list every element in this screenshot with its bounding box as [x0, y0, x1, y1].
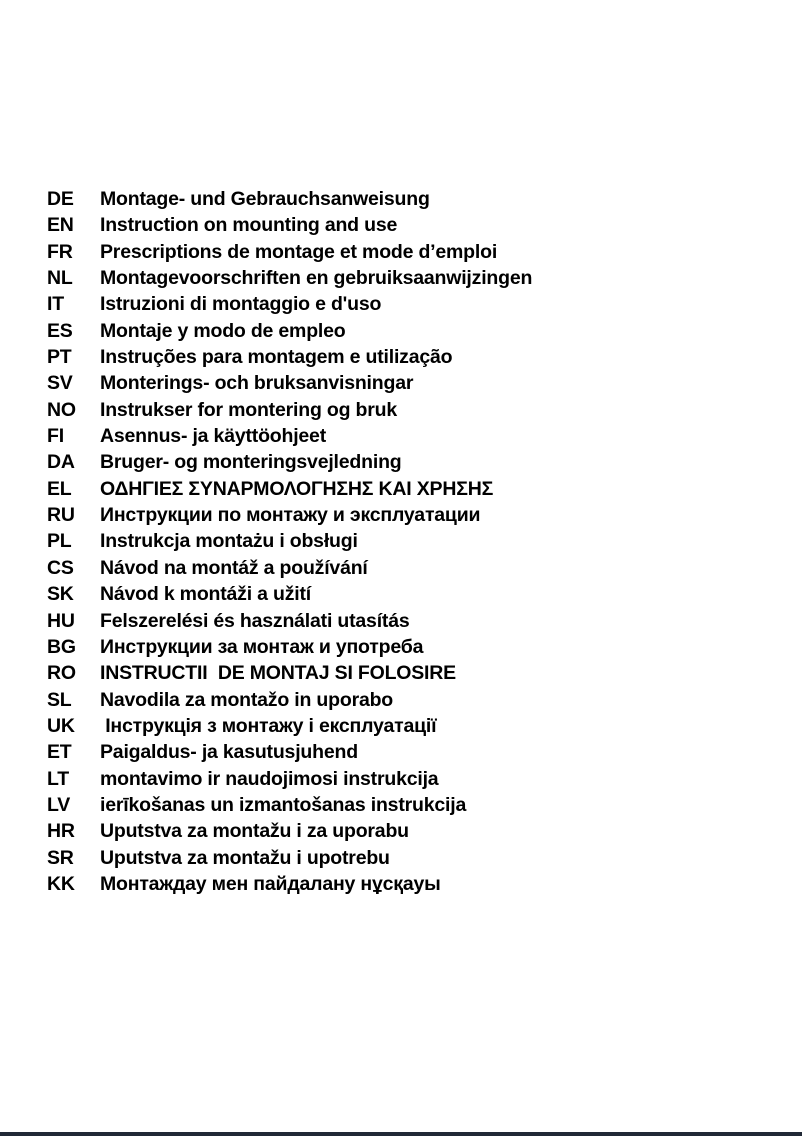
- language-row: [47, 739, 782, 765]
- language-title: Instrukcja montażu i obsługi: [100, 530, 358, 553]
- language-row: [47, 318, 782, 344]
- language-title: Istruzioni di montaggio e d'uso: [100, 293, 382, 316]
- language-title: ierīkošanas un izmantošanas instrukcija: [100, 793, 467, 816]
- language-title: Návod k montáži a užití: [100, 583, 312, 606]
- language-title: Інструкція з монтажу і експлуатації: [100, 714, 437, 737]
- language-title: Monterings- och bruksanvisningar: [100, 372, 414, 395]
- language-code: NO: [47, 398, 76, 421]
- language-row: [47, 713, 782, 739]
- language-code: BG: [47, 635, 76, 658]
- language-code: UK: [47, 714, 75, 737]
- language-row: [47, 634, 782, 660]
- language-code: HU: [47, 609, 75, 632]
- language-row: [47, 871, 782, 897]
- language-title: Montaje y modo de empleo: [100, 319, 346, 342]
- language-row: [47, 660, 782, 686]
- language-title: Instruction on mounting and use: [100, 214, 398, 237]
- language-code: IT: [47, 293, 64, 316]
- language-title: montavimo ir naudojimosi instrukcija: [100, 767, 439, 790]
- language-row: [47, 449, 782, 475]
- language-row: [47, 555, 782, 581]
- language-row: [47, 397, 782, 423]
- language-code: DA: [47, 451, 75, 474]
- language-title: Instruções para montagem e utilização: [100, 346, 453, 369]
- language-row: [47, 818, 782, 844]
- language-title: Bruger- og monteringsvejledning: [100, 451, 402, 474]
- language-code: PT: [47, 346, 72, 369]
- language-row: [47, 502, 782, 528]
- language-row: [47, 239, 782, 265]
- language-code: SR: [47, 846, 74, 869]
- language-code: RU: [47, 504, 75, 527]
- language-code: SL: [47, 688, 72, 711]
- language-title: Инструкции за монтаж и употреба: [100, 635, 424, 658]
- language-title: Paigaldus- ja kasutusjuhend: [100, 741, 358, 764]
- language-title: Prescriptions de montage et mode d’emploi: [100, 240, 498, 263]
- language-code: EL: [47, 477, 72, 500]
- language-title: Uputstva za montažu i za uporabu: [100, 820, 409, 843]
- language-title: Instrukser for montering og bruk: [100, 398, 397, 421]
- language-row: [47, 370, 782, 396]
- language-code: KK: [47, 872, 75, 895]
- language-code: ES: [47, 319, 73, 342]
- language-code: DE: [47, 188, 74, 210]
- language-code: RO: [47, 662, 76, 685]
- language-row: [47, 792, 782, 818]
- language-row: [47, 476, 782, 502]
- language-row: [47, 344, 782, 370]
- language-code: CS: [47, 556, 74, 579]
- language-title: Návod na montáž a používání: [100, 556, 368, 579]
- language-row: [47, 528, 782, 554]
- language-title: Felszerelési és használati utasítás: [100, 609, 410, 632]
- language-title: Asennus- ja käyttöohjeet: [100, 425, 327, 448]
- language-row: [47, 845, 782, 871]
- language-title: Navodila za montažo in uporabo: [100, 688, 394, 711]
- language-code: ET: [47, 741, 72, 764]
- language-row: [47, 291, 782, 317]
- language-code: EN: [47, 214, 74, 237]
- language-code: FR: [47, 240, 73, 263]
- language-code: LT: [47, 767, 69, 790]
- language-row: [47, 608, 782, 634]
- language-code: LV: [47, 793, 71, 816]
- language-code: SK: [47, 583, 74, 606]
- language-row: [47, 766, 782, 792]
- language-code: HR: [47, 820, 75, 843]
- language-title: ΟΔΗΓΙΕΣ ΣΥΝΑΡΜΟΛΟΓΗΣΗΣ ΚΑΙ ΧΡΗΣΗΣ: [100, 477, 494, 500]
- language-title: INSTRUCTII DE MONTAJ SI FOLOSIRE: [100, 662, 456, 685]
- language-title: Монтаждау мен пайдалану нұсқауы: [100, 872, 441, 895]
- language-title: Montage- und Gebrauchsanweisung: [100, 188, 430, 210]
- language-title: Montagevoorschriften en gebruiksaanwijzingen: [100, 267, 533, 290]
- language-row: [47, 186, 782, 212]
- language-title: Uputstva za montažu i upotrebu: [100, 846, 390, 869]
- language-code: NL: [47, 267, 73, 290]
- language-code: SV: [47, 372, 73, 395]
- language-code: FI: [47, 425, 64, 448]
- language-row: [47, 581, 782, 607]
- language-row: [47, 423, 782, 449]
- language-row: [47, 265, 782, 291]
- language-row: [47, 212, 782, 238]
- language-index-list: [47, 186, 782, 897]
- language-row: [47, 687, 782, 713]
- language-code: PL: [47, 530, 72, 553]
- page-bottom-strip: [0, 1132, 802, 1136]
- language-title: Инструкции по монтажу и эксплуатации: [100, 504, 481, 527]
